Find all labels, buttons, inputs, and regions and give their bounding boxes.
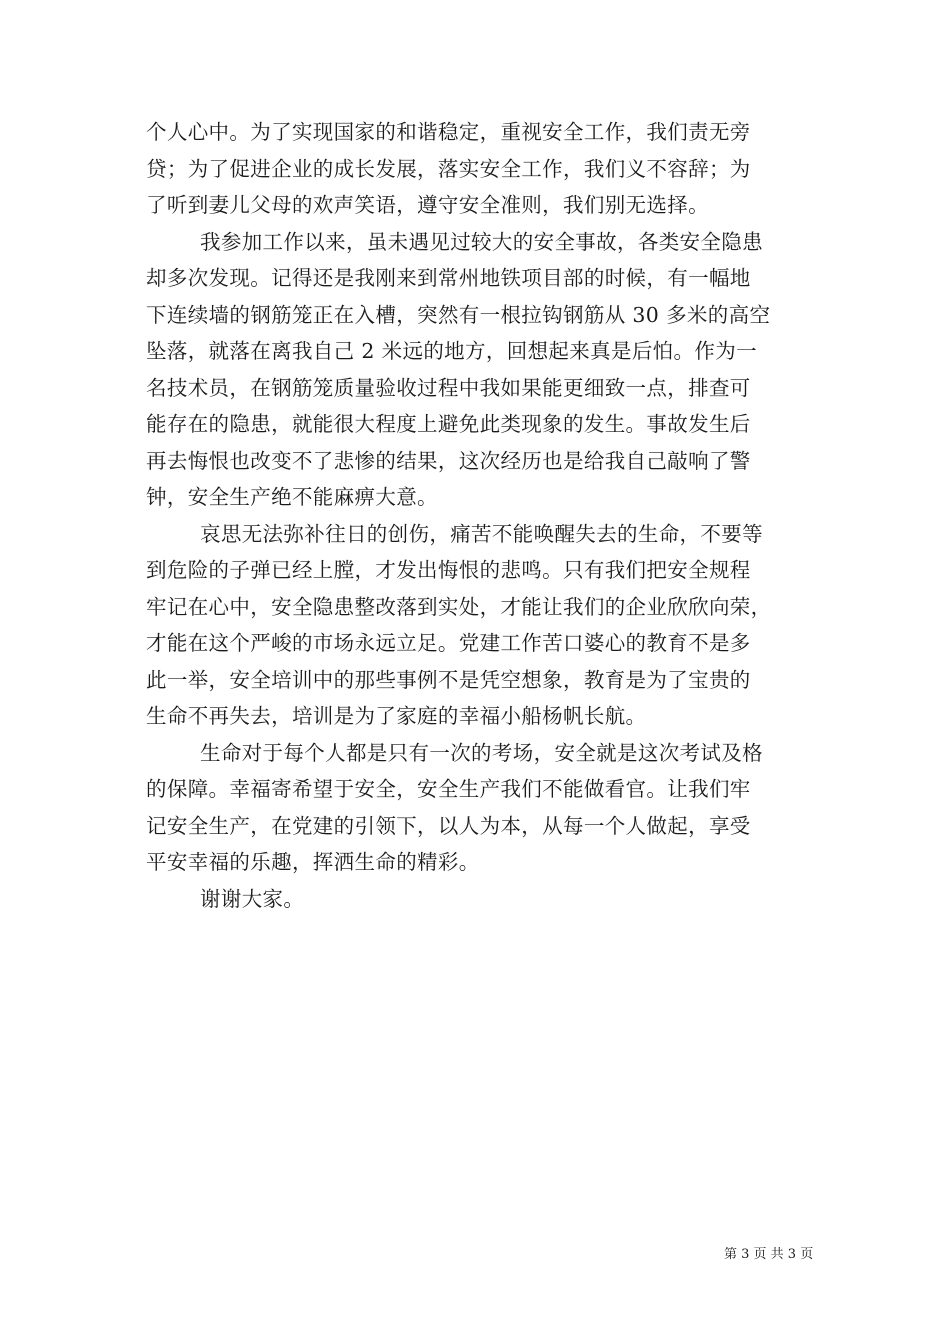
text-line: 却多次发现。记得还是我刚来到常州地铁项目部的时候，有一幅地 [146,266,751,290]
text-line: 个人心中。为了实现国家的和谐稳定，重视安全工作，我们责无旁 [146,120,751,144]
text-line: 到危险的子弹已经上膛，才发出悔恨的悲鸣。只有我们把安全规程 [146,558,751,582]
text-line: 牢记在心中，安全隐患整改落到实处，才能让我们的企业欣欣向荣， [146,594,772,619]
paragraph-start-line: 生命对于每个人都是只有一次的考场，安全就是这次考试及格 [200,740,763,765]
closing-line: 谢谢大家。 [200,886,305,911]
text-line: 此一举，安全培训中的那些事例不是凭空想象，教育是为了宝贵的 [146,667,751,692]
paragraph-start-line: 我参加工作以来，虽未遇见过较大的安全事故，各类安全隐患 [200,229,763,254]
text-line: 钟，安全生产绝不能麻痹大意。 [146,485,438,509]
text-line: 了听到妻儿父母的欢声笑语，遵守安全准则，我们别无选择。 [146,193,709,217]
text-line: 才能在这个严峻的市场永远立足。党建工作苦口婆心的教育不是多 [146,631,751,655]
text-line: 坠落，就落在离我自己 2 米远的地方，回想起来真是后怕。作为一 [146,339,757,363]
text-line: 能存在的隐患，就能很大程度上避免此类现象的发生。事故发生后 [146,412,751,436]
text-line: 生命不再失去，培训是为了家庭的幸福小船杨帆长航。 [146,704,647,728]
text-line: 的保障。幸福寄希望于安全，安全生产我们不能做看官。让我们牢 [146,777,751,801]
text-line: 名技术员，在钢筋笼质量验收过程中我如果能更细致一点，排查可 [146,375,751,400]
text-line: 记安全生产，在党建的引领下，以人为本，从每一个人做起，享受 [146,813,751,838]
paragraph-start-line: 哀思无法弥补往日的创伤，痛苦不能唤醒失去的生命，不要等 [200,521,763,546]
text-line: 再去悔恨也改变不了悲惨的结果，这次经历也是给我自己敲响了警 [146,448,751,473]
text-line: 贷；为了促进企业的成长发展，落实安全工作，我们义不容辞；为 [146,156,751,181]
text-line: 下连续墙的钢筋笼正在入槽，突然有一根拉钩钢筋从 30 多米的高空 [146,302,771,327]
page-number-footer: 第 3 页 共 3 页 [724,1247,814,1262]
document-body [146,114,826,917]
text-line: 平安幸福的乐趣，挥洒生命的精彩。 [146,850,480,874]
